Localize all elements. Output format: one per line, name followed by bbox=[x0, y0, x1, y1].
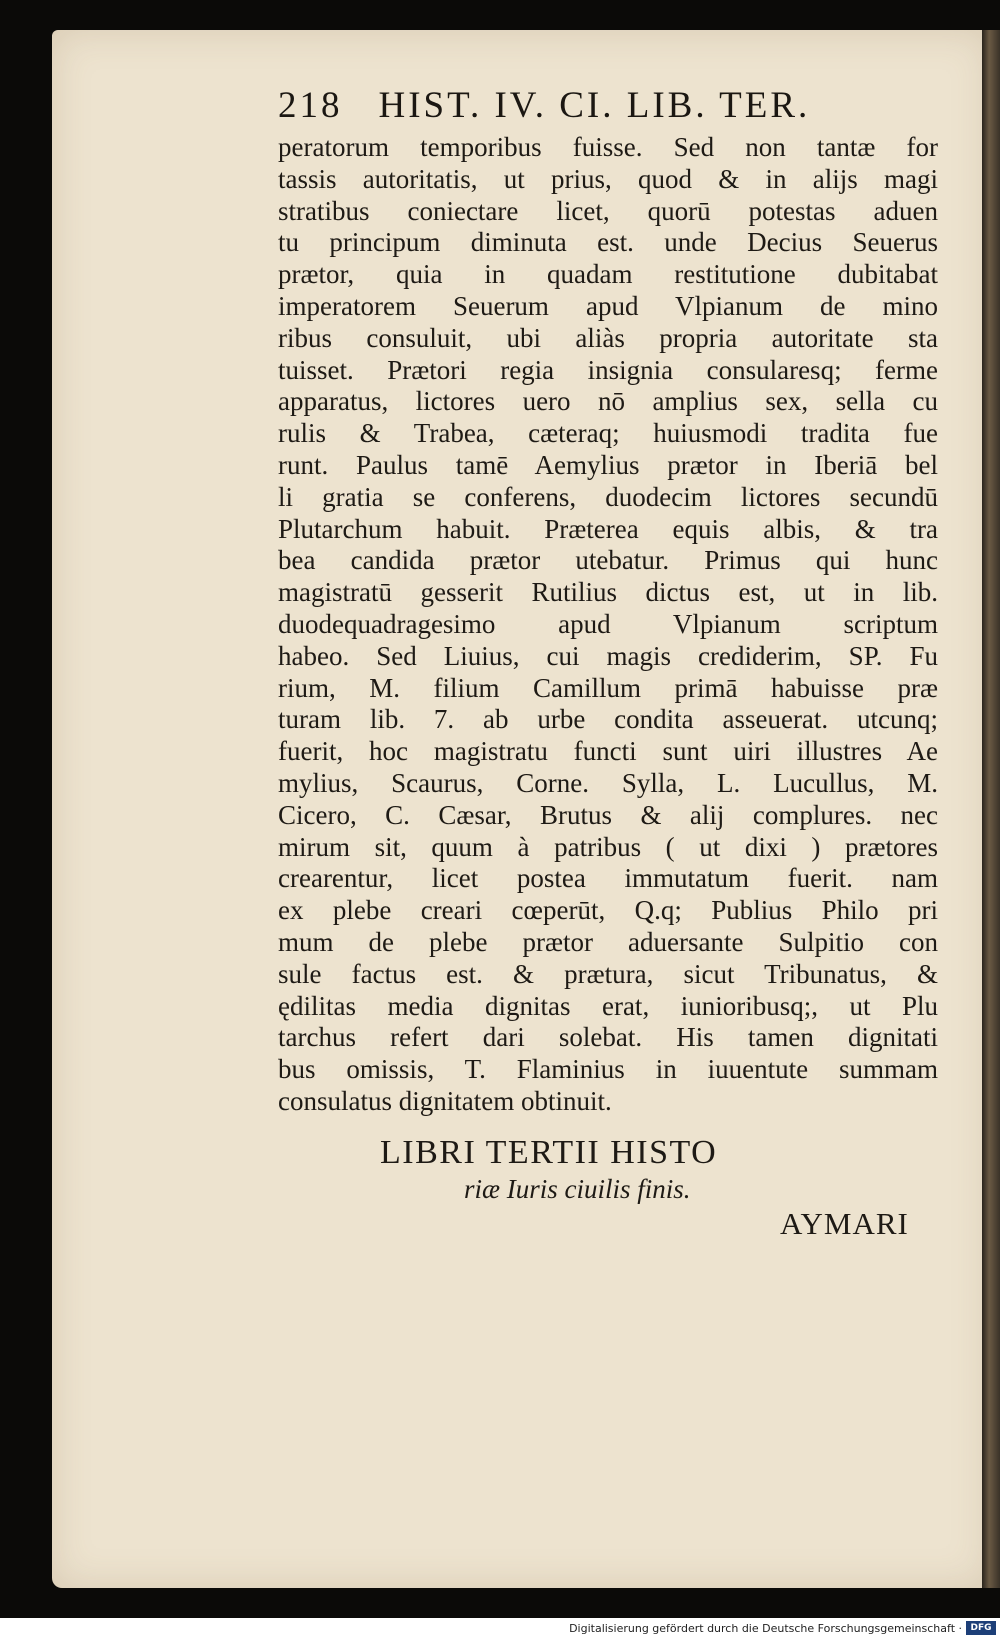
page-number: 218 bbox=[278, 85, 343, 126]
text-line: tu principum diminuta est. unde Decius Seuerus bbox=[278, 227, 938, 258]
text-line: tuisset. Prætori regia insignia consularesq; ferme bbox=[278, 354, 938, 385]
text-line: mirum sit, quum à patribus ( ut dixi ) prætores bbox=[278, 831, 938, 862]
text-line: stratibus coniectare licet, quorū potestas aduen bbox=[278, 195, 938, 226]
text-line: ex plebe creari cœperūt, Q.q; Publius Philo pri bbox=[278, 895, 938, 926]
text-line: mum de plebe prætor aduersante Sulpitio con bbox=[278, 926, 938, 957]
text-line: imperatorem Seuerum apud Vlpianum de mino bbox=[278, 290, 938, 321]
page-edge bbox=[982, 30, 1000, 1588]
text-line: crearentur, licet postea immutatum fuerit. nam bbox=[278, 863, 938, 894]
text-line: mylius, Scaurus, Corne. Sylla, L. Lucullus, M. bbox=[278, 767, 938, 798]
body-text bbox=[278, 132, 938, 1118]
running-title: HIST. IV. CI. LIB. TER. bbox=[378, 85, 811, 126]
text-line: magistratū gesserit Rutilius dictus est, ut in lib. bbox=[278, 577, 938, 608]
text-line: ędilitas media dignitas erat, iunioribusq;, ut Plu bbox=[278, 990, 938, 1021]
text-line: peratorum temporibus fuisse. Sed non tantæ for bbox=[278, 132, 938, 162]
footer-credit: Digitalisierung gefördert durch die Deutsche Forschungsgemeinschaft · bbox=[569, 1622, 962, 1635]
running-head bbox=[278, 84, 958, 127]
explicit-line-2: riæ Iuris ciuilis finis. bbox=[464, 1174, 691, 1204]
catchword: AYMARI bbox=[780, 1206, 909, 1241]
text-line: habeo. Sed Liuius, cui magis crediderim, SP. Fu bbox=[278, 640, 938, 671]
text-line: bea candida prætor utebatur. Primus qui hunc bbox=[278, 545, 938, 576]
text-line: sule factus est. & prætura, sicut Tribunatus, & bbox=[278, 958, 938, 989]
text-line: tassis autoritatis, ut prius, quod & in alijs magi bbox=[278, 163, 938, 194]
text-line: apparatus, lictores uero nō amplius sex, sella cu bbox=[278, 386, 938, 417]
text-line: runt. Paulus tamē Aemylius prætor in Iberiā bel bbox=[278, 449, 938, 480]
text-line: consulatus dignitatem obtinuit. bbox=[278, 1085, 612, 1116]
text-line: li gratia se conferens, duodecim lictores secundū bbox=[278, 481, 938, 512]
text-line: rium, M. filium Camillum primā habuisse præ bbox=[278, 672, 938, 703]
text-line: rulis & Trabea, cæteraq; huiusmodi tradita fue bbox=[278, 418, 938, 449]
text-line: duodequadragesimo apud Vlpianum scriptum bbox=[278, 608, 938, 639]
text-line: tarchus refert dari solebat. His tamen dignitati bbox=[278, 1022, 938, 1053]
text-line: Cicero, C. Cæsar, Brutus & alij complures. nec bbox=[278, 799, 938, 830]
text-line: prætor, quia in quadam restitutione dubitabat bbox=[278, 259, 938, 290]
text-line: bus omissis, T. Flaminius in iuuentute summam bbox=[278, 1054, 938, 1085]
text-line: ribus consuluit, ubi aliàs propria autoritate sta bbox=[278, 322, 938, 353]
text-line: turam lib. 7. ab urbe condita asseuerat. utcunq; bbox=[278, 704, 938, 735]
explicit-line-1: LIBRI TERTII HISTO bbox=[380, 1134, 718, 1171]
text-line: Plutarchum habuit. Præterea equis albis, & tra bbox=[278, 513, 938, 544]
text-line: fuerit, hoc magistratu functi sunt uiri illustres Ae bbox=[278, 736, 938, 767]
dfg-logo-icon: DFG bbox=[966, 1621, 996, 1635]
